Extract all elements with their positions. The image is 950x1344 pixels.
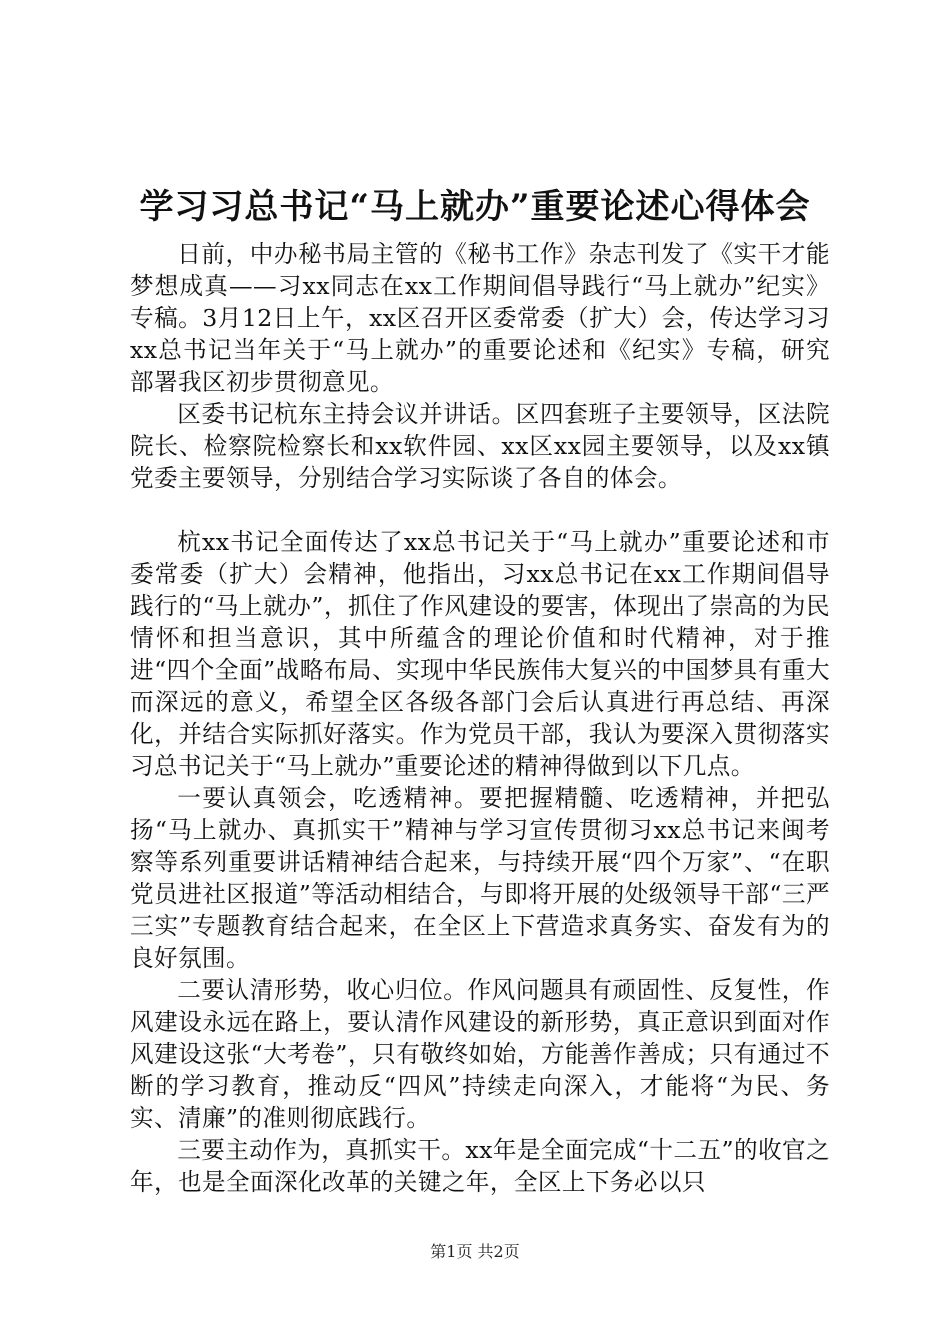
paragraph-1: 日前，中办秘书局主管的《秘书工作》杂志刊发了《实干才能梦想成真——习xx同志在xx工作期间倡导践行“马上就办”纪实》专稿。3月12日上午，xx区召开区委常委（扩大）会，传达学习习xx总书记当年关于“马上就办”的重要论述和《纪实》专稿，研究部署我区初步贯彻意见。: [130, 240, 830, 396]
paragraph-4: 一要认真领会，吃透精神。要把握精髓、吃透精神，并把弘扬“马上就办、真抓实干”精神与学习宣传贯彻习xx总书记来闽考察等系列重要讲话精神结合起来，与持续开展“四个万家”、“在职党员进社区报道”等活动相结合，与即将开展的处级领导干部“三严三实”专题教育结合起来，在全区上下营造求真务实、奋发有为的良好氛围。: [130, 784, 830, 972]
document-title: 学习习总书记“马上就办”重要论述心得体会: [139, 187, 811, 227]
paragraph-3: 杭xx书记全面传达了xx总书记关于“马上就办”重要论述和市委常委（扩大）会精神，他指出，习xx总书记在xx工作期间倡导践行的“马上就办”，抓住了作风建设的要害，体现出了崇高的为民情怀和担当意识，其中所蕴含的理论价值和时代精神，对于推进“四个全面”战略布局、实现中华民族伟大复兴的中国梦具有重大而深远的意义，希望全区各级各部门会后认真进行再总结、再深化，并结合实际抓好落实。作为党员干部，我认为要深入贯彻落实习总书记关于“马上就办”重要论述的精神得做到以下几点。: [130, 528, 830, 780]
document-body: [130, 238, 830, 1198]
paragraph-5: 二要认清形势，收心归位。作风问题具有顽固性、反复性，作风建设永远在路上，要认清作风建设的新形势，真正意识到面对作风建设这张“大考卷”，只有敬终如始，方能善作善成；只有通过不断的学习教育，推动反“四风”持续走向深入，才能将“为民、务实、清廉”的准则彻底践行。: [130, 976, 830, 1132]
paragraph-6: 三要主动作为，真抓实干。xx年是全面完成“十二五”的收官之年，也是全面深化改革的关键之年，全区上下务必以只: [130, 1136, 830, 1196]
page-number-footer: 第1页 共2页: [430, 1242, 520, 1261]
paragraph-2: 区委书记杭东主持会议并讲话。区四套班子主要领导，区法院院长、检察院检察长和xx软件园、xx区xx园主要领导，以及xx镇党委主要领导，分别结合学习实际谈了各自的体会。: [130, 400, 830, 492]
paragraph-spacer: [130, 494, 830, 526]
